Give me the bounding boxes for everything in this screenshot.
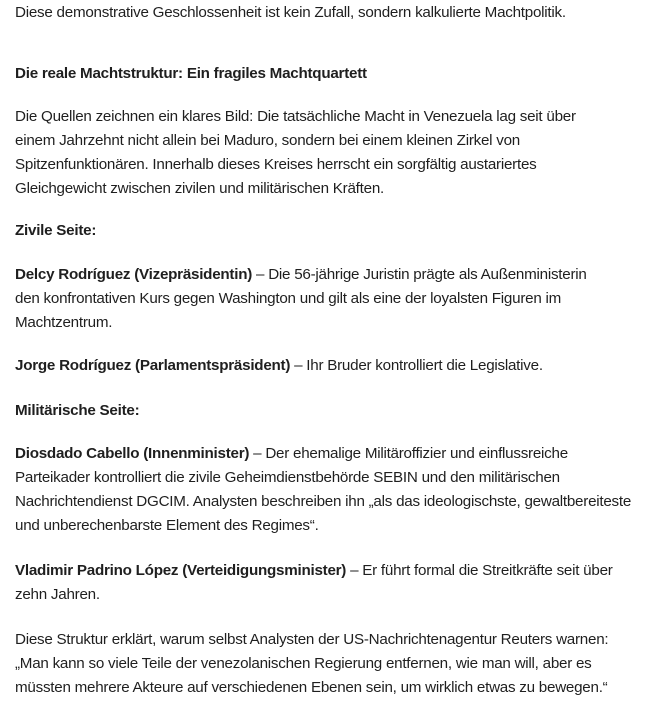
- person-description: – Ihr Bruder kontrolliert die Legislative.: [290, 357, 543, 374]
- closing-paragraph: Diese Struktur erklärt, warum selbst Analysten der US-Nachrichtenagentur Reuters warnen: „Man kann so viele Teile der venezolanischen Regierung entfernen, wie man will, aber es müssten mehrere Akteure auf verschiedenen Ebenen sein, um wirklich etwas zu bewegen.“: [15, 631, 609, 696]
- person-paragraph-vladimir-padrino-lopez: [15, 559, 635, 607]
- person-name: Vladimir Padrino López (Verteidigungsminister): [15, 562, 347, 579]
- military-side-heading: Militärische Seite:: [15, 402, 140, 419]
- person-paragraph-diosdado-cabello: [15, 442, 635, 538]
- person-name: Jorge Rodríguez (Parlamentspräsident): [15, 357, 291, 374]
- person-description: – Der ehemalige Militäroffizier und einflussreiche Parteikader kontrolliert die zivile Geheimdienstbehörde SEBIN und den militärischen Nachrichtendienst DGCIM. Analysten beschreiben ihn „als das ideologischste, gewaltbereiteste und unberechenbarste Element des Regimes“.: [15, 445, 632, 534]
- person-name: Diosdado Cabello (Innenminister): [15, 445, 250, 462]
- person-description: – Er führt formal die Streitkräfte seit über zehn Jahren.: [15, 562, 613, 603]
- person-paragraph-delcy-rodriguez: [15, 263, 605, 335]
- section-heading: Die reale Machtstruktur: Ein fragiles Machtquartett: [15, 65, 367, 82]
- person-paragraph-jorge-rodriguez: [15, 354, 635, 378]
- person-description: – Die 56-jährige Juristin prägte als Außenministerin den konfrontativen Kurs gegen Washington und gilt als eine der loyalsten Figuren im Machtzentrum.: [15, 266, 587, 331]
- civil-side-heading: Zivile Seite:: [15, 222, 97, 239]
- person-name: Delcy Rodríguez (Vizepräsidentin): [15, 266, 253, 283]
- sources-paragraph: Die Quellen zeichnen ein klares Bild: Die tatsächliche Macht in Venezuela lag seit über einem Jahrzehnt nicht allein bei Maduro, sondern bei einem kleinen Zirkel von Spitzenfunktionären. Innerhalb dieses Kreises herrscht ein sorgfältig austariertes Gleichgewicht zwischen zivilen und militärischen Kräften.: [15, 108, 576, 197]
- intro-paragraph: Diese demonstrative Geschlossenheit ist kein Zufall, sondern kalkulierte Machtpolitik.: [15, 4, 566, 21]
